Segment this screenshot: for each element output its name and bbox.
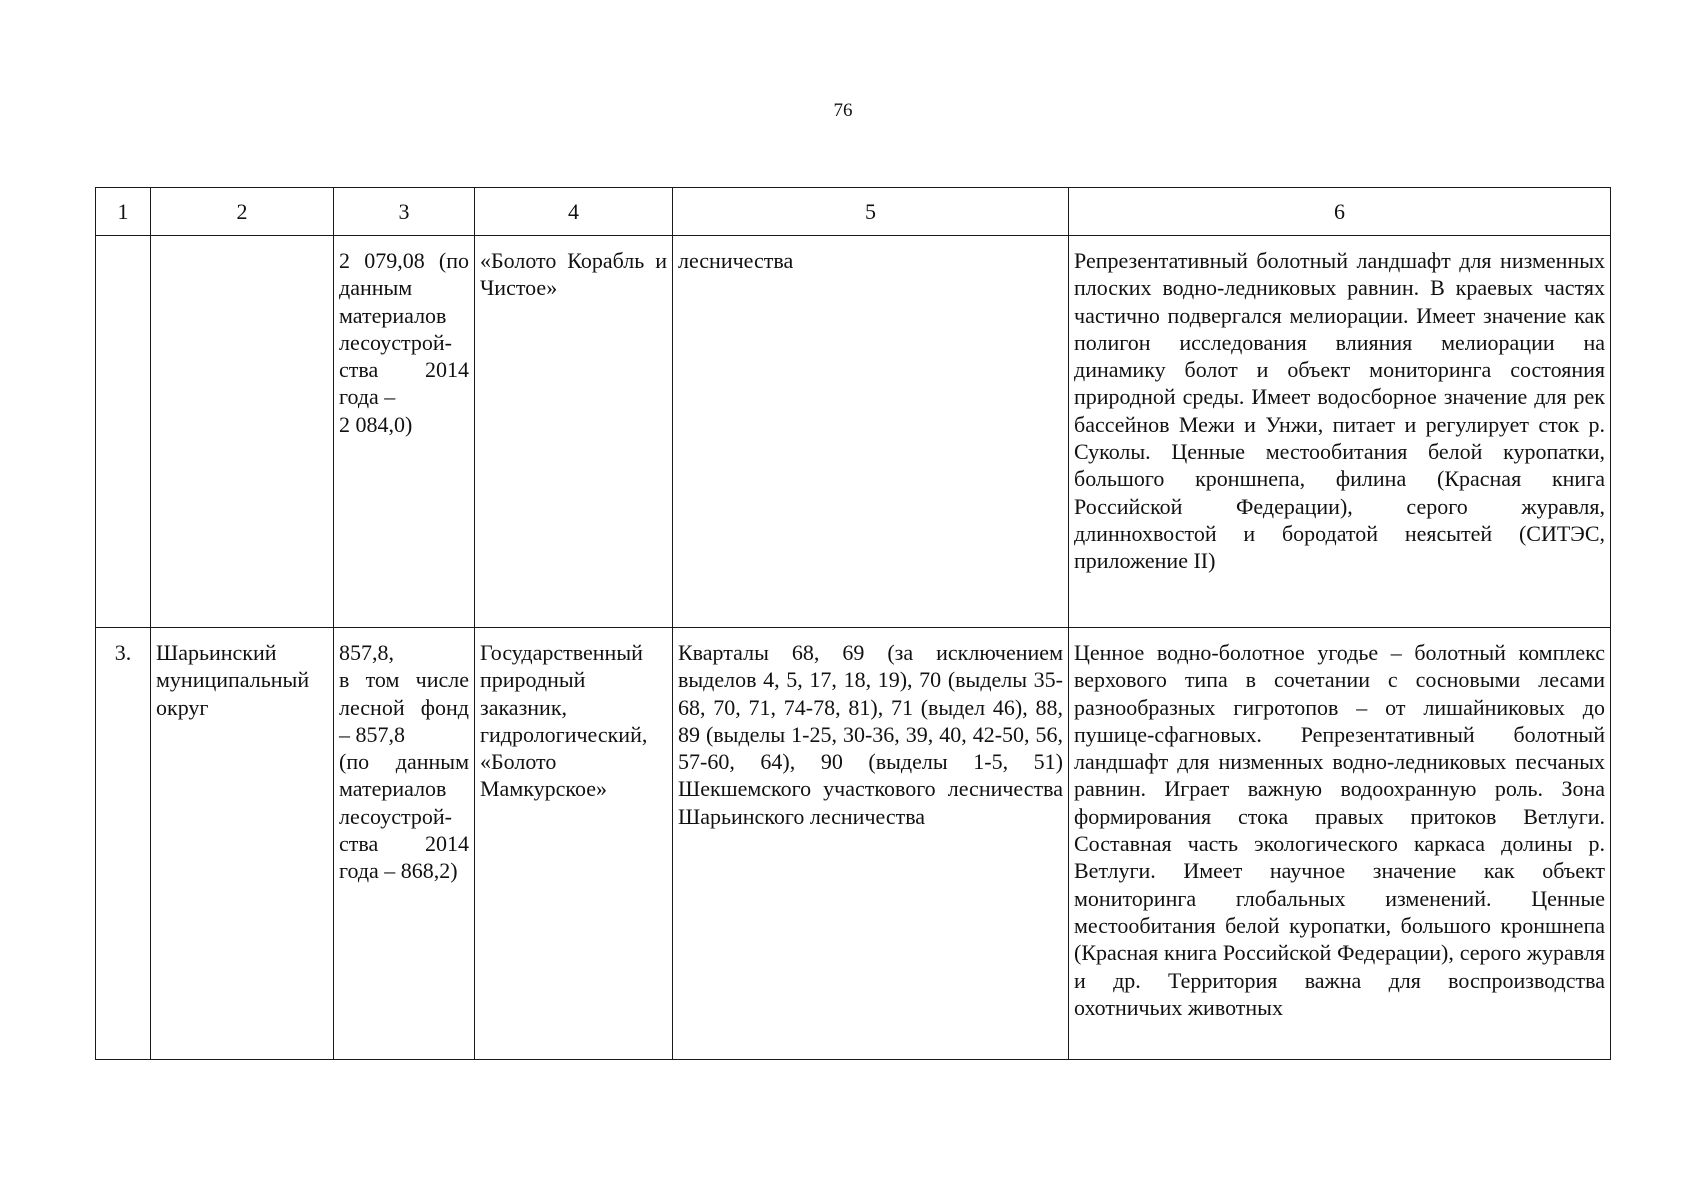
table-row: [96, 236, 1611, 628]
header-col-6: 6: [1069, 188, 1611, 236]
table-header-row: [96, 188, 1611, 236]
cell-description: Ценное водно-болотное угодье – болотный комплекс верхового типа в сочетании с сосновыми лесами разнообразных гигротопов – от лишайниковых до пушице-сфагновых. Репрезентативный болотный ландшафт для низменных водно-ледниковых песчаных равнин. Играет важную водоохранную роль. Зона формирования стока правых притоков Ветлуги. Составная часть экологического каркаса долины р. Ветлуги. Имеет научное значение как объект мониторинга глобальных изменений. Ценные местообитания белой куропатки, большого кроншнепа (Красная книга Российской Федерации), серого журавля и др. Территория важна для воспроизводства охотничьих животных: [1069, 628, 1611, 1060]
header-col-2: 2: [151, 188, 334, 236]
cell-description: Репрезентативный болотный ландшафт для низменных плоских водно-ледниковых равнин. В краевых частях частично подвергался мелиорации. Имеет значение как полигон исследования влияния мелиорации на динамику болот и объект мониторинга состояния природной среды. Имеет водосборное значение для рек бассейнов Межи и Унжи, питает и регулирует сток р. Суколы. Ценные местообитания белой куропатки, большого кроншнепа, филина (Красная книга Российской Федерации), серого журавля, длиннохвостой и бородатой неясытей (СИТЭС, приложение II): [1069, 236, 1611, 628]
cell-municipality: Шарьинский муниципальный округ: [151, 628, 334, 1060]
cell-object-name: «Болото Корабль и Чистое»: [475, 236, 673, 628]
header-col-5: 5: [673, 188, 1069, 236]
header-col-3: 3: [334, 188, 475, 236]
page-number: 76: [833, 100, 853, 121]
data-table: [95, 187, 1611, 1060]
header-col-1: 1: [96, 188, 151, 236]
cell-object-name: Государственный природный заказник, гидрологический, «Болото Мамкурское»: [475, 628, 673, 1060]
cell-municipality: [151, 236, 334, 628]
cell-area: 2 079,08 (по данным материалов лесоустрой-ства 2014 года – 2 084,0): [334, 236, 475, 628]
cell-number: [96, 236, 151, 628]
header-col-4: 4: [475, 188, 673, 236]
cell-location: лесничества: [673, 236, 1069, 628]
cell-area: 857,8, в том числе лесной фонд – 857,8 (по данным материалов лесоустрой-ства 2014 года – 868,2): [334, 628, 475, 1060]
table-row: [96, 628, 1611, 1060]
cell-location: Кварталы 68, 69 (за исключением выделов 4, 5, 17, 18, 19), 70 (выделы 35-68, 70, 71, 74-78, 81), 71 (выдел 46), 88, 89 (выделы 1-25, 30-36, 39, 40, 42-50, 56, 57-60, 64), 90 (выделы 1-5, 51) Шекшемского участкового лесничества Шарьинского лесничества: [673, 628, 1069, 1060]
cell-number: 3.: [96, 628, 151, 1060]
